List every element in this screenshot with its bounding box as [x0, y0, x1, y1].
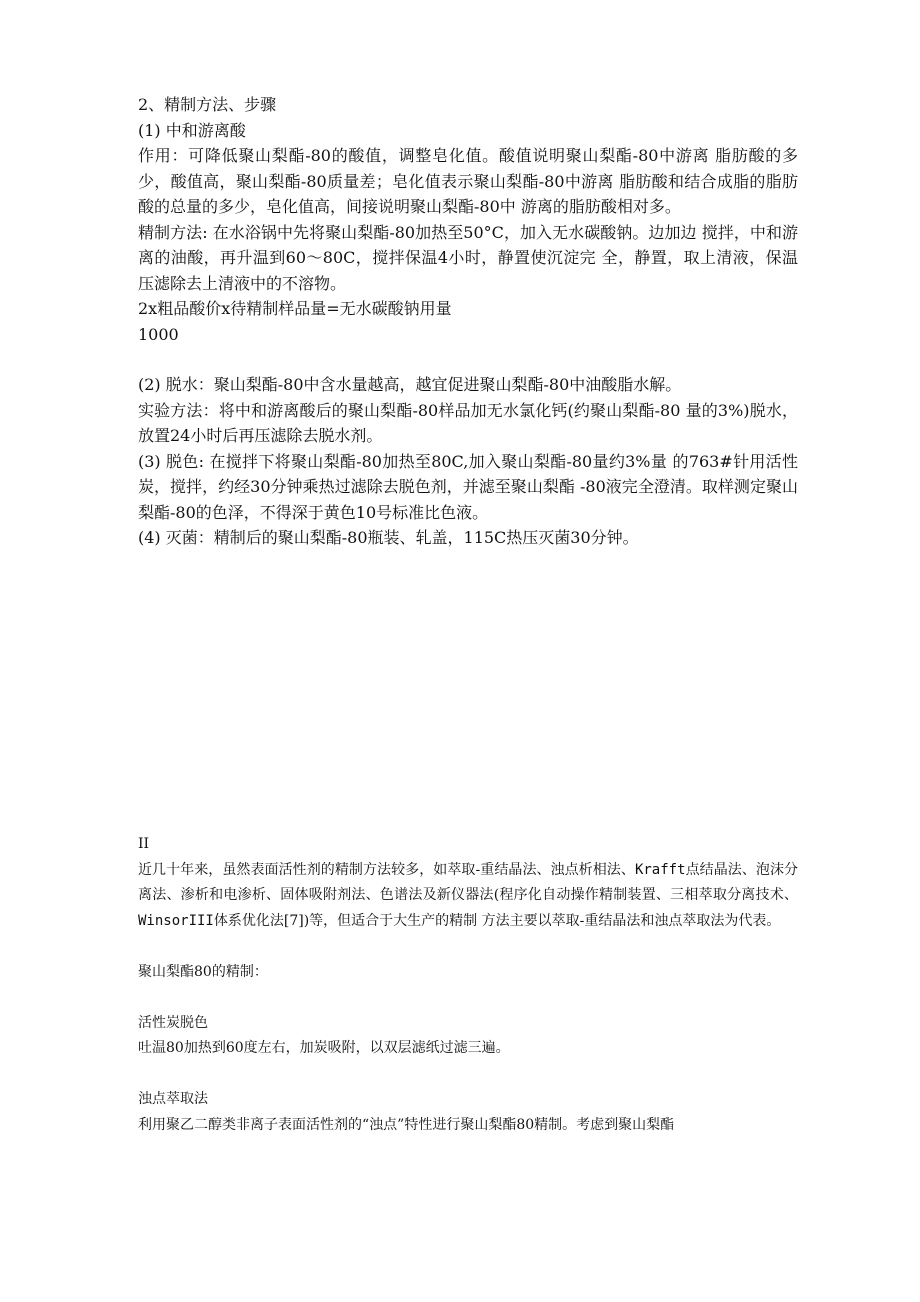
step1-effect-paragraph: 作用：可降低聚山梨酯-80的酸值，调整皂化值。酸值说明聚山梨酯-80中游离 脂肪酸的多少，酸值高，聚山梨酯-80质量差；皂化值表示聚山梨酯-80中游离 脂肪酸和结合成脂的脂肪酸的总量的多少，皂化值高，间接说明聚山梨酯-80中 游离的脂肪酸相对多。	[138, 146, 798, 216]
step2-method-paragraph: 实验方法：将中和游离酸后的聚山梨酯-80样品加无水氯化钙(约聚山梨酯-80 量的3%)脱水，放置24小时后再压滤除去脱水剂。	[138, 400, 798, 445]
step4-paragraph: (4) 灭菌：精制后的聚山梨酯-80瓶装、轧盖，115C热压灭菌30分钟。	[138, 528, 639, 547]
spacer	[138, 347, 798, 372]
step3-paragraph: (3) 脱色: 在搅拌下将聚山梨酯-80加热至80C,加入聚山梨酯-80量约3%量 的763#针用活性炭，搅拌，约经30分钟乘热过滤除去脱色剂，并滤至聚山梨酯 -80液完全澄清。取样测定聚山梨酯-80的色泽，不得深于黄色10号标准比色液。	[138, 451, 798, 522]
intro-winsor: WinsorIII	[138, 912, 214, 929]
section-surfactant-purification	[138, 832, 798, 1138]
step1-method-paragraph: 精制方法: 在水浴锅中先将聚山梨酯-80加热至50°C，加入无水碳酸钠。边加边 搅拌，中和游离的油酸，再升温到60～80C，搅拌保温4小时，静置使沉淀完 全，静置，取上清液，保温压滤除去上清液中的不溶物。	[138, 222, 798, 293]
formula-denominator: 1000	[138, 324, 179, 344]
intro-paragraph	[138, 858, 798, 935]
intro-text-part2: 点结晶法、泡沫分离法、渗析和电渗析、固体吸附剂法、色谱法及新仪器法(程序化自动操作精制装置、三相萃取分离技术、	[138, 861, 799, 903]
carbon-decolorization-text: 吐温80加热到60度左右，加炭吸附，以双层滤纸过滤三遍。	[138, 1040, 510, 1056]
section-heading: 2、精制方法、步骤	[138, 95, 277, 114]
section-refining-steps	[138, 92, 798, 551]
tween-refining-title: 聚山梨酯80的精制：	[138, 963, 268, 980]
cloud-point-title: 浊点萃取法	[138, 1091, 208, 1107]
carbon-decolorization-title: 活性炭脱色	[138, 1014, 208, 1031]
spacer	[138, 934, 798, 960]
spacer	[138, 985, 798, 1011]
step2-paragraph: (2) 脱水：聚山梨酯-80中含水量越高，越宜促进聚山梨酯-80中油酸脂水解。	[138, 375, 682, 394]
intro-text-part1: 近几十年来，虽然表面活性剂的精制方法较多，如萃取-重结晶法、浊点析相法、	[138, 861, 635, 878]
intro-text-part3: 体系优化法[7])等，但适合于大生产的精制 方法主要以萃取-重结晶法和浊点萃取法为代表。	[213, 912, 781, 929]
intro-krafft: Krafft	[634, 861, 686, 878]
step1-title: (1) 中和游离酸	[138, 120, 246, 140]
spacer	[138, 1062, 798, 1088]
formula-line: 2x粗品酸价x待精制样品量=无水碳酸钠用量	[138, 299, 452, 318]
roman-numeral-heading: II	[138, 836, 150, 852]
cloud-point-text: 利用聚乙二醇类非离子表面活性剂的“浊点”特性进行聚山梨酯80精制。考虑到聚山梨酯	[138, 1116, 675, 1133]
